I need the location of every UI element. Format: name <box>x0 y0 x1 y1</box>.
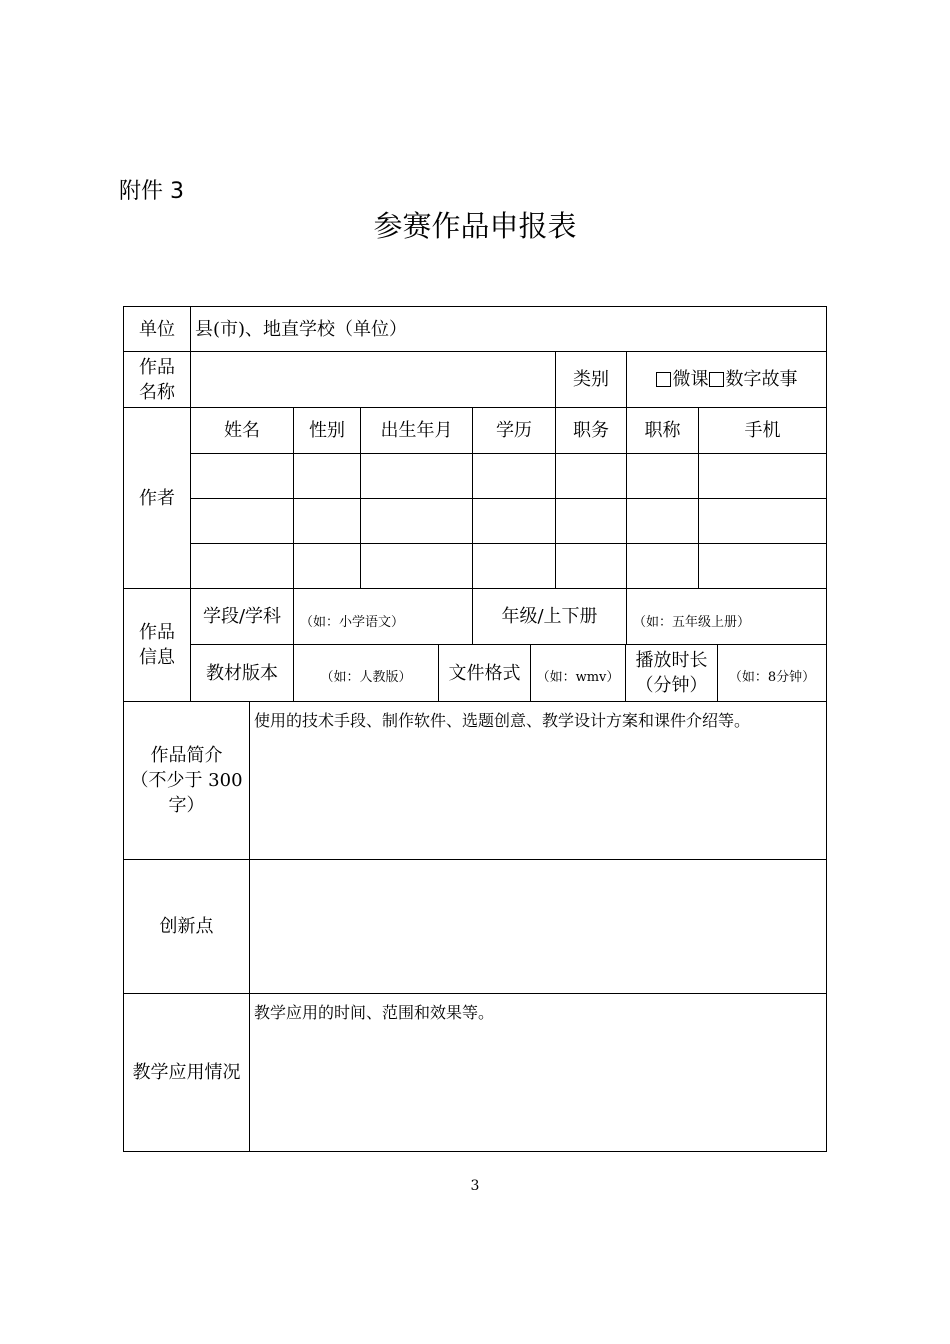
page-title: 参赛作品申报表 <box>373 209 577 243</box>
edition-label: 教材版本 <box>206 662 278 684</box>
edition-field[interactable]: （如：人教版） <box>320 669 412 685</box>
header-education: 学历 <box>496 420 532 441</box>
intro-field[interactable]: 使用的技术手段、制作软件、选题创意、教学设计方案和课件介绍等。 <box>254 711 751 730</box>
grade-field[interactable]: （如：五年级上册） <box>633 615 751 630</box>
header-title: 职称 <box>644 420 681 441</box>
header-birth: 出生年月 <box>380 420 453 441</box>
duration-field[interactable]: （如：8分钟） <box>728 669 816 685</box>
stage-field[interactable]: （如：小学语文） <box>300 615 405 630</box>
author-label: 作者 <box>139 487 175 509</box>
intro-label: 作品简介 （不少于 300 字） <box>130 745 243 816</box>
innovation-field[interactable] <box>250 860 826 993</box>
header-phone: 手机 <box>744 420 781 441</box>
application-field[interactable]: 教学应用的时间、范围和效果等。 <box>254 1003 495 1022</box>
info-label: 作品 信息 <box>139 622 175 668</box>
header-position: 职务 <box>573 420 609 441</box>
header-name: 姓名 <box>224 420 260 441</box>
format-field[interactable]: （如：wmv） <box>536 669 620 685</box>
digital-story-option: 数字故事 <box>725 369 798 390</box>
digital-story-checkbox[interactable] <box>709 372 724 387</box>
page-number: 3 <box>470 1178 480 1194</box>
unit-label: 单位 <box>139 318 175 340</box>
category-options <box>627 352 826 407</box>
header-gender: 性别 <box>309 420 345 441</box>
attachment-label: 附件 3 <box>119 179 184 204</box>
innovation-label: 创新点 <box>159 916 214 937</box>
unit-field[interactable]: 县(市)、地直学校（单位） <box>195 318 408 340</box>
category-label: 类别 <box>573 369 609 390</box>
microlesson-option: 微课 <box>672 369 709 390</box>
work-name-field[interactable] <box>191 352 555 407</box>
microlesson-checkbox[interactable] <box>656 372 671 387</box>
application-label: 教学应用情况 <box>132 1062 241 1083</box>
format-label: 文件格式 <box>448 662 521 684</box>
duration-label: 播放时长 （分钟） <box>635 650 708 696</box>
stage-label: 学段/学科 <box>202 606 282 627</box>
work-name-label: 作品 名称 <box>139 356 175 403</box>
grade-label: 年级/上下册 <box>501 606 598 627</box>
